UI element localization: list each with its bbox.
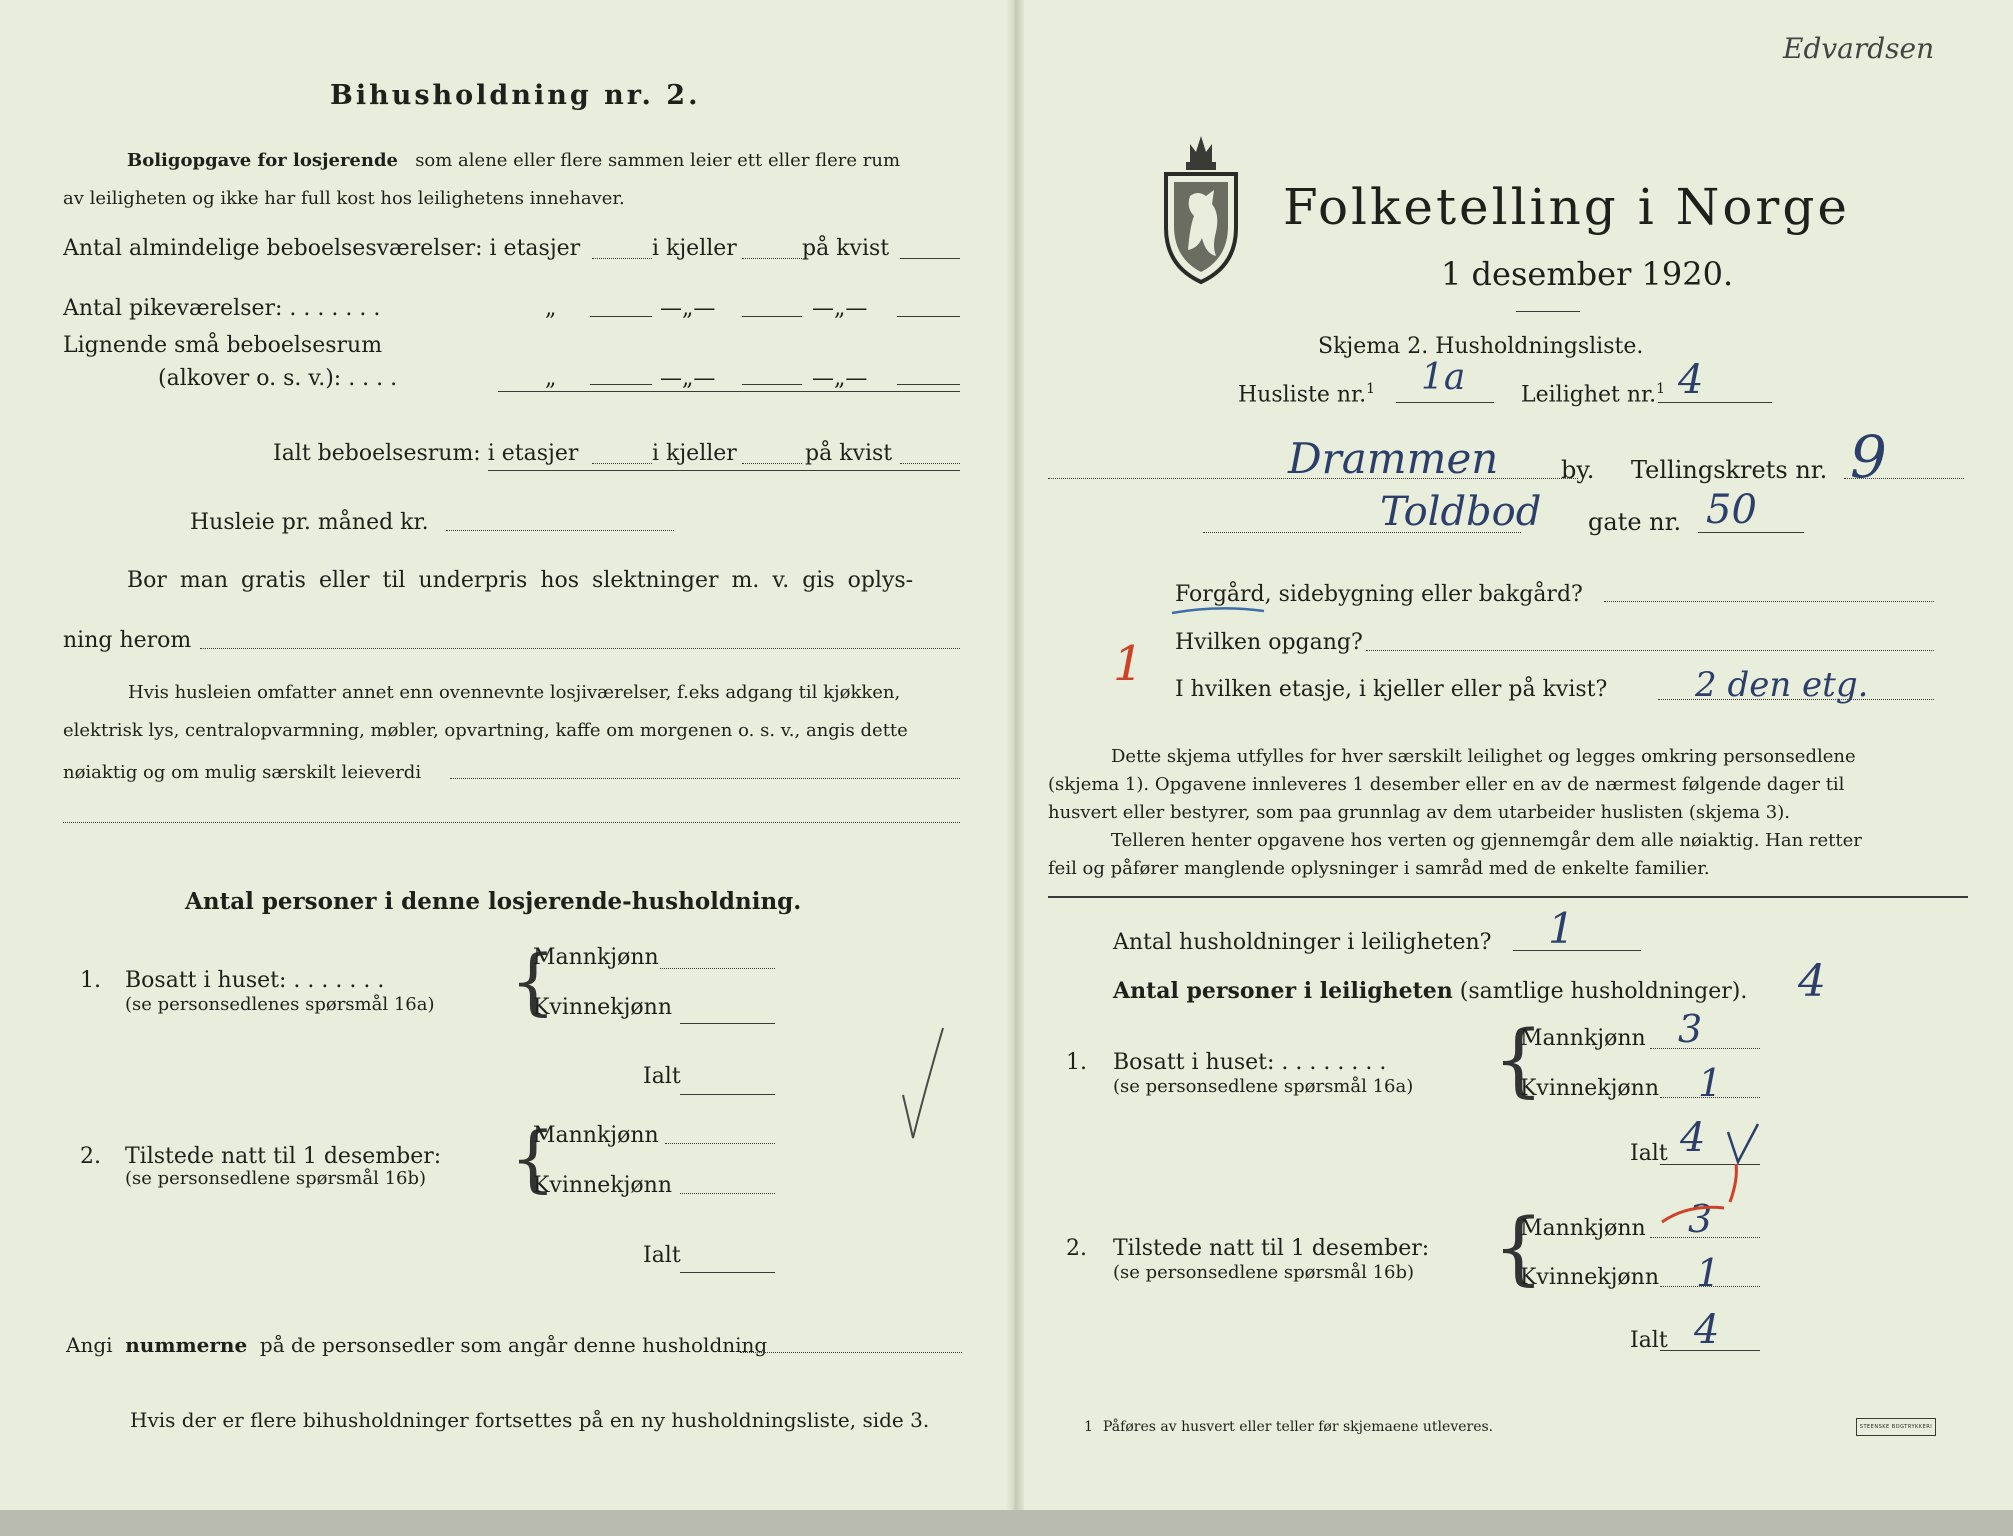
opgang-label: Hvilken opgang? bbox=[1175, 630, 1363, 655]
alm-kvist-field[interactable] bbox=[900, 258, 960, 259]
ialt-kvist-label: på kvist bbox=[805, 441, 893, 466]
ialt-rum-label: Ialt beboelsesrum: i etasjer bbox=[273, 441, 579, 466]
angi-bold: nummerne bbox=[125, 1333, 248, 1357]
left-q2-brace: { bbox=[510, 1116, 556, 1200]
left-q1-mann-label: Mannkjønn bbox=[533, 945, 659, 970]
right-q2-mann-label: Mannkjønn bbox=[1520, 1216, 1646, 1241]
left-q1-kvinne-label: Kvinnekjønn bbox=[533, 995, 672, 1020]
section-rule bbox=[1048, 896, 1968, 898]
leieverdi-field[interactable] bbox=[450, 778, 960, 779]
left-q2-ialt-label: Ialt bbox=[643, 1243, 681, 1268]
right-q2-label: Tilstede natt til 1 desember: bbox=[1113, 1236, 1430, 1261]
printer-stamp bbox=[1856, 1418, 1936, 1436]
lign-ditto: „ bbox=[545, 366, 557, 391]
husliste-field[interactable] bbox=[1396, 402, 1494, 403]
leilighet-label bbox=[1521, 382, 1665, 406]
pike-ditto: „ bbox=[545, 296, 557, 321]
left-q1-kvinne-field[interactable] bbox=[680, 1023, 775, 1024]
alm-label: Antal almindelige beboelsesværelser: i etasjer bbox=[63, 236, 581, 261]
lign-field-1[interactable] bbox=[590, 384, 652, 385]
info-line-3: husvert eller bestyrer, som paa grunnlag av dem utarbeider huslisten (skjema 3). bbox=[1048, 802, 1790, 823]
right-q2-ialt-label: Ialt bbox=[1630, 1328, 1668, 1353]
hvis-line-2: elektrisk lys, centralopvarmning, møbler, opvartning, kaffe om morgenen o. s. v., angis dette bbox=[63, 720, 908, 741]
angi-rest: på de personsedler som angår denne husholdning bbox=[259, 1333, 768, 1357]
husliste-footnote-ref: 1 bbox=[1366, 381, 1376, 397]
gate-nr-value: 50 bbox=[1706, 487, 1757, 533]
alm-kjeller-field[interactable] bbox=[742, 258, 802, 259]
ialt-rum-underline bbox=[488, 470, 960, 471]
left-q2-label: Tilstede natt til 1 desember: bbox=[125, 1144, 442, 1169]
left-page bbox=[0, 0, 1015, 1510]
hvis-line-1: Hvis husleien omfatter annet enn ovennevnte losjiværelser, f.eks adgang til kjøkken, bbox=[128, 682, 901, 703]
pike-field-1[interactable] bbox=[590, 316, 652, 317]
right-q2-num: 2. bbox=[1066, 1236, 1087, 1261]
antal-pers-value: 4 bbox=[1798, 956, 1826, 1007]
left-q2-num: 2. bbox=[80, 1144, 101, 1169]
corner-name: Edvardsen bbox=[1783, 32, 1935, 65]
right-q1-num: 1. bbox=[1066, 1050, 1087, 1075]
antal-hush-field[interactable] bbox=[1513, 950, 1641, 951]
right-q2-sub: (se personsedlene spørsmål 16b) bbox=[1113, 1262, 1415, 1283]
ialt-etasjer-field[interactable] bbox=[592, 463, 652, 464]
right-q1-ialt-label: Ialt bbox=[1630, 1141, 1668, 1166]
left-q1-mann-field[interactable] bbox=[660, 968, 775, 969]
husleie-label: Husleie pr. måned kr. bbox=[190, 510, 429, 535]
alm-kvist-label: på kvist bbox=[802, 236, 890, 261]
antal-pers-bold: Antal personer i leiligheten bbox=[1113, 978, 1453, 1004]
right-q1-mann-field[interactable] bbox=[1650, 1048, 1760, 1049]
angi-line bbox=[66, 1335, 767, 1355]
hvis-line-3: nøiaktig og om mulig særskilt leieverdi bbox=[63, 762, 422, 783]
left-q2-mann-label: Mannkjønn bbox=[533, 1123, 659, 1148]
lign-ditto-2: —„— bbox=[660, 366, 716, 391]
right-q2-ialt-value: 4 bbox=[1694, 1307, 1720, 1353]
footnote-text: Påføres av husvert eller teller før skjemaene utleveres. bbox=[1103, 1419, 1494, 1435]
husleie-field[interactable] bbox=[446, 530, 674, 531]
red-mann-mark bbox=[1658, 1200, 1728, 1230]
etasje-label: I hvilken etasje, i kjeller eller på kvist? bbox=[1175, 677, 1608, 702]
forgard-underline-mark bbox=[1168, 603, 1268, 617]
left-q2-ialt-field[interactable] bbox=[680, 1272, 775, 1273]
left-footer: Hvis der er flere bihusholdninger fortsettes på en ny husholdningsliste, side 3. bbox=[130, 1408, 930, 1432]
ialt-kjeller-label: i kjeller bbox=[652, 441, 737, 466]
printer-stamp-text: STEENSKE BOGTRYKKERI bbox=[1859, 1424, 1933, 1430]
antal-pers-rest: (samtlige husholdninger). bbox=[1459, 979, 1748, 1004]
right-q1-label: Bosatt i huset: . . . . . . . . bbox=[1113, 1050, 1387, 1075]
husliste-label bbox=[1238, 382, 1375, 406]
antal-hush-value: 1 bbox=[1548, 904, 1575, 953]
intro-line-2: av leiligheten og ikke har full kost hos leilighetens innehaver. bbox=[63, 188, 625, 209]
by-value: Drammen bbox=[1288, 434, 1499, 483]
title-rule bbox=[1516, 311, 1580, 312]
angi-field[interactable] bbox=[740, 1352, 962, 1353]
intro-bold: Boligopgave for losjerende bbox=[127, 150, 399, 171]
intro-rest: som alene eller flere sammen leier ett eller flere rum bbox=[415, 150, 901, 171]
lign-field-2[interactable] bbox=[742, 384, 802, 385]
krets-label: Tellingskrets nr. bbox=[1631, 456, 1828, 484]
check-mark-icon bbox=[895, 1020, 950, 1150]
husliste-value: 1a bbox=[1421, 357, 1466, 398]
right-q1-kvinne-value: 1 bbox=[1698, 1061, 1723, 1105]
census-date: 1 desember 1920. bbox=[1441, 255, 1734, 293]
left-q2-kvinne-label: Kvinnekjønn bbox=[533, 1173, 672, 1198]
pike-field-3[interactable] bbox=[897, 316, 960, 317]
right-q1-kvinne-label: Kvinnekjønn bbox=[1520, 1076, 1659, 1101]
leieverdi-field-2[interactable] bbox=[63, 822, 960, 823]
leilighet-text: Leilighet nr. bbox=[1521, 382, 1657, 408]
info-line-2: (skjema 1). Opgavene innleveres 1 desember eller en av de nærmest følgende dager til bbox=[1048, 774, 1845, 795]
pike-label: Antal pikeværelser: . . . . . . . bbox=[63, 296, 381, 321]
lign-ditto-3: —„— bbox=[812, 366, 868, 391]
left-title: Bihusholdning nr. 2. bbox=[330, 80, 701, 111]
left-q2-kvinne-field[interactable] bbox=[680, 1193, 775, 1194]
leilighet-value: 4 bbox=[1678, 357, 1704, 403]
ialt-kjeller-field[interactable] bbox=[742, 463, 802, 464]
bor-line-2: ning herom bbox=[63, 628, 192, 653]
forgard-label: Forgård, sidebygning eller bakgård? bbox=[1175, 582, 1583, 607]
left-q1-sub: (se personsedlenes spørsmål 16a) bbox=[125, 994, 435, 1015]
left-q1-num: 1. bbox=[80, 968, 101, 993]
antal-hush-label: Antal husholdninger i leiligheten? bbox=[1113, 930, 1492, 955]
husliste-text: Husliste nr. bbox=[1238, 382, 1367, 408]
right-q1-mann-value: 3 bbox=[1678, 1007, 1703, 1051]
right-q1-brace: { bbox=[1493, 1013, 1544, 1106]
right-q1-sub: (se personsedlene spørsmål 16a) bbox=[1113, 1076, 1414, 1097]
scan-bottom-edge bbox=[0, 1510, 2013, 1536]
skjema-label: Skjema 2. Husholdningsliste. bbox=[1318, 334, 1644, 359]
info-line-1: Dette skjema utfylles for hver særskilt leilighet og legges omkring personsedlene bbox=[1111, 746, 1856, 767]
left-q1-brace: { bbox=[510, 939, 556, 1023]
forgard-field[interactable] bbox=[1604, 601, 1934, 602]
right-q1-ialt-value: 4 bbox=[1680, 1115, 1706, 1161]
leilighet-footnote-ref: 1 bbox=[1656, 381, 1666, 397]
right-q2-kvinne-label: Kvinnekjønn bbox=[1520, 1265, 1659, 1290]
left-q1-label: Bosatt i huset: . . . . . . . bbox=[125, 968, 385, 993]
opgang-field[interactable] bbox=[1366, 650, 1934, 651]
left-q1-ialt-label: Ialt bbox=[643, 1064, 681, 1089]
antal-heading: Antal personer i denne losjerende-husholdning. bbox=[185, 888, 802, 915]
pike-field-2[interactable] bbox=[742, 316, 802, 317]
pike-ditto-3: —„— bbox=[812, 296, 868, 321]
alm-kjeller-label: i kjeller bbox=[652, 236, 737, 261]
bor-line-1: Bor man gratis eller til underpris hos slektninger m. v. gis oplys- bbox=[127, 568, 914, 593]
bor-field[interactable] bbox=[200, 648, 960, 649]
alm-etasjer-field[interactable] bbox=[592, 258, 652, 259]
left-q2-sub: (se personsedlene spørsmål 16b) bbox=[125, 1168, 427, 1189]
right-q2-brace: { bbox=[1493, 1201, 1544, 1294]
lign-line-1: Lignende små beboelsesrum bbox=[63, 333, 383, 358]
right-page bbox=[1018, 0, 1998, 1510]
intro-line-1 bbox=[127, 152, 900, 170]
antal-pers-line bbox=[1113, 980, 1747, 1003]
leilighet-field[interactable] bbox=[1658, 402, 1772, 403]
angi-pre: Angi bbox=[66, 1333, 113, 1357]
footnote-num: 1 bbox=[1084, 1419, 1093, 1435]
by-label: by. bbox=[1561, 456, 1595, 484]
info-line-5: feil og påfører manglende oplysninger i samråd med de enkelte familier. bbox=[1048, 858, 1710, 879]
info-line-4: Telleren henter opgavene hos verten og gjennemgår dem alle nøiaktig. Han retter bbox=[1111, 830, 1862, 851]
etasje-value: 2 den etg. bbox=[1695, 665, 1869, 705]
gate-label: gate nr. bbox=[1588, 508, 1682, 536]
main-title: Folketelling i Norge bbox=[1283, 178, 1850, 236]
pike-ditto-2: —„— bbox=[660, 296, 716, 321]
ialt-kvist-field[interactable] bbox=[900, 463, 960, 464]
lign-underline bbox=[498, 391, 960, 392]
right-q1-mann-label: Mannkjønn bbox=[1520, 1026, 1646, 1051]
margin-mark: 1 bbox=[1113, 636, 1144, 692]
right-q2-mann-value: 3 bbox=[1688, 1197, 1713, 1241]
left-q2-mann-field[interactable] bbox=[665, 1143, 775, 1144]
right-q2-kvinne-value: 1 bbox=[1696, 1251, 1721, 1295]
krets-value: 9 bbox=[1850, 423, 1887, 491]
gate-value: Toldbod bbox=[1380, 489, 1542, 535]
coat-of-arms-icon bbox=[1160, 130, 1242, 286]
lign-line-2: (alkover o. s. v.): . . . . bbox=[158, 366, 398, 391]
lign-field-3[interactable] bbox=[897, 384, 960, 385]
left-q1-ialt-field[interactable] bbox=[680, 1094, 775, 1095]
